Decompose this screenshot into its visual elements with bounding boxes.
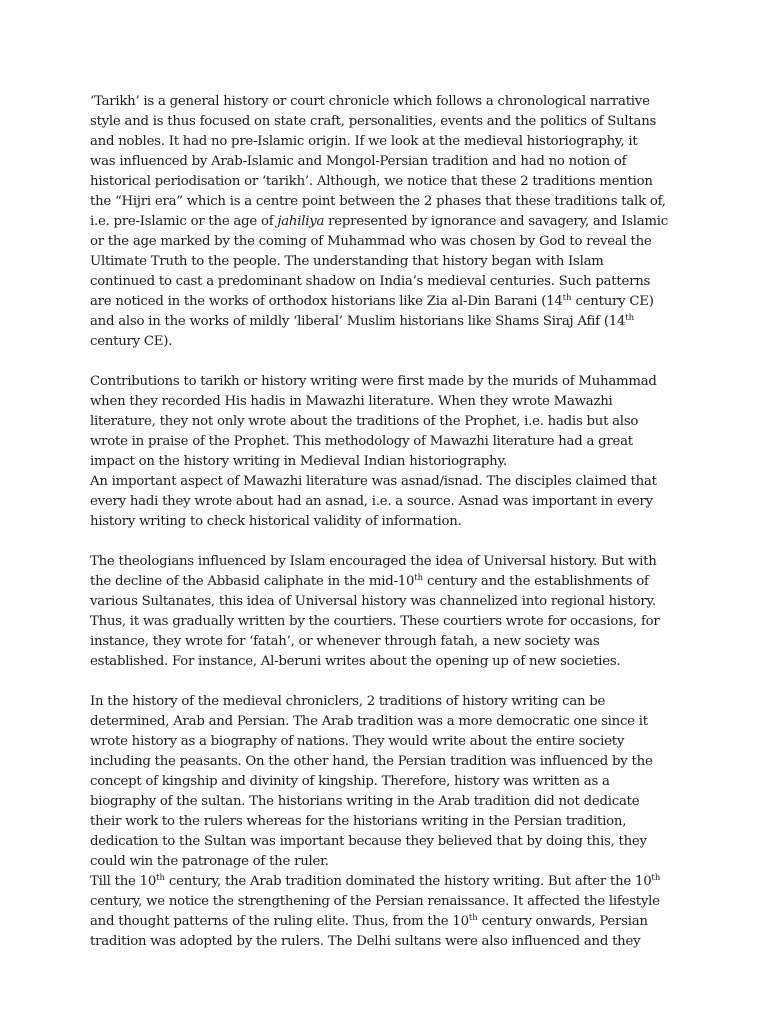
text-line: or the age marked by the coming of Muhammad who was chosen by God to reveal the bbox=[90, 234, 652, 249]
text-line: Till the 10th century, the Arab tradition dominated the history writing. But after the 10th bbox=[90, 873, 661, 889]
ordinal-superscript: th bbox=[156, 873, 165, 883]
ordinal-superscript: th bbox=[414, 573, 424, 583]
text-line: ‘Tarikh’ is a general history or court chronicle which follows a chronological narrative bbox=[90, 94, 650, 109]
text-line: was influenced by Arab-Islamic and Mongol-Persian tradition and had no notion of bbox=[90, 154, 627, 169]
ordinal-superscript: th bbox=[562, 293, 572, 303]
text-line: Ultimate Truth to the people. The understanding that history began with Islam bbox=[90, 254, 604, 269]
text-line: dedication to the Sultan was important because they believed that by doing this, they bbox=[90, 834, 647, 849]
text-line: style and is thus focused on state craft, personalities, events and the politics of Sultans bbox=[90, 114, 657, 129]
text-line: history writing to check historical validity of information. bbox=[90, 514, 462, 529]
text-line: The theologians influenced by Islam encouraged the idea of Universal history. But with bbox=[90, 554, 657, 569]
text-line: and thought patterns of the ruling elite. Thus, from the 10th century onwards, Persian bbox=[90, 913, 648, 929]
text-line: century CE). bbox=[90, 334, 173, 349]
text-line: determined, Arab and Persian. The Arab tradition was a more democratic one since it bbox=[90, 714, 648, 729]
text-line: various Sultanates, this idea of Universal history was channelized into regional history. bbox=[90, 594, 656, 609]
text-line: wrote history as a biography of nations. They would write about the entire society bbox=[90, 734, 625, 749]
text-line: established. For instance, Al-beruni writes about the opening up of new societies. bbox=[90, 654, 621, 669]
text-line: tradition was adopted by the rulers. The Delhi sultans were also influenced and they bbox=[90, 934, 641, 949]
text-line: historical periodisation or ‘tarikh’. Although, we notice that these 2 traditions mention bbox=[90, 174, 653, 189]
text-line: i.e. pre-Islamic or the age of jahiliya represented by ignorance and savagery, and Islamic bbox=[90, 214, 668, 229]
text-line: including the peasants. On the other hand, the Persian tradition was influenced by the bbox=[90, 754, 653, 769]
text-line: concept of kingship and divinity of kingship. Therefore, history was written as a bbox=[90, 774, 610, 789]
text-line: and nobles. It had no pre-Islamic origin. If we look at the medieval historiography, it bbox=[90, 134, 638, 149]
text-line: the “Hijri era” which is a centre point between the 2 phases that these traditions talk of, bbox=[90, 194, 666, 209]
text-line: instance, they wrote for ‘fatah’, or whenever through fatah, a new society was bbox=[90, 634, 600, 649]
italic-term: jahiliya bbox=[277, 214, 325, 229]
text-line: In the history of the medieval chroniclers, 2 traditions of history writing can be bbox=[90, 694, 606, 709]
ordinal-superscript: th bbox=[651, 873, 661, 883]
text-line: could win the patronage of the ruler. bbox=[90, 854, 329, 869]
text-line: Contributions to tarikh or history writing were first made by the murids of Muhammad bbox=[90, 374, 657, 389]
text-line: impact on the history writing in Medieval Indian historiography. bbox=[90, 454, 507, 469]
text-line: continued to cast a predominant shadow on India’s medieval centuries. Such patterns bbox=[90, 274, 651, 289]
text-line: An important aspect of Mawazhi literature was asnad/isnad. The disciples claimed that bbox=[90, 474, 657, 489]
text-line: every hadi they wrote about had an asnad, i.e. a source. Asnad was important in every bbox=[90, 494, 653, 509]
text-line: when they recorded His hadis in Mawazhi literature. When they wrote Mawazhi bbox=[90, 394, 613, 409]
text-line: literature, they not only wrote about the traditions of the Prophet, i.e. hadis but also bbox=[90, 414, 639, 429]
text-line: and also in the works of mildly ‘liberal’ Muslim historians like Shams Siraj Afif (14th bbox=[90, 313, 635, 329]
text-line: wrote in praise of the Prophet. This methodology of Mawazhi literature had a great bbox=[90, 434, 633, 449]
ordinal-superscript: th bbox=[625, 313, 635, 323]
text-line: century, we notice the strengthening of the Persian renaissance. It affected the lifestyle bbox=[90, 894, 660, 909]
text-line: their work to the rulers whereas for the historians writing in the Persian tradition, bbox=[90, 814, 627, 829]
text-line: are noticed in the works of orthodox historians like Zia al-Din Barani (14th century CE) bbox=[90, 293, 654, 309]
ordinal-superscript: th bbox=[468, 913, 478, 923]
text-line: Thus, it was gradually written by the courtiers. These courtiers wrote for occasions, for bbox=[90, 614, 660, 629]
text-line: biography of the sultan. The historians writing in the Arab tradition did not dedicate bbox=[90, 794, 640, 809]
text-line: the decline of the Abbasid caliphate in the mid-10th century and the establishments of bbox=[90, 573, 649, 589]
